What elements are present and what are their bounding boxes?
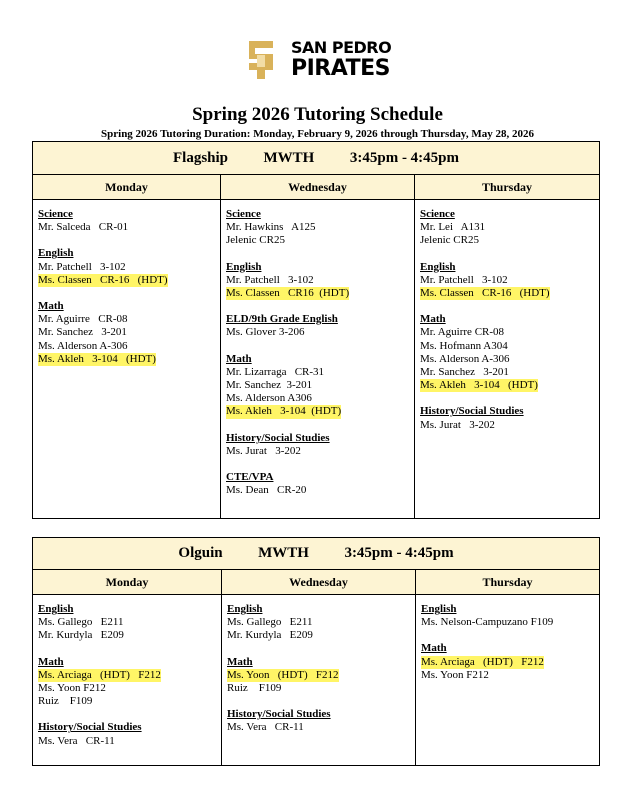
sp-monogram-icon — [243, 37, 279, 83]
tutor-entry-text: Ms. Alderson A-306 — [38, 339, 128, 352]
tutor-entry-text: Mr. Aguirre CR-08 — [420, 326, 505, 339]
tutor-entry-highlighted: Ms. Arciaga (HDT) F212 — [421, 655, 544, 668]
logo-line-1: SAN PEDRO — [291, 38, 392, 57]
subject-title: History/Social Studies — [38, 721, 142, 734]
subject-section — [226, 432, 410, 458]
tutor-entry — [420, 221, 595, 234]
tutor-entry — [227, 616, 411, 629]
tutor-entry-text: Ms. Yoon F212 — [421, 668, 489, 681]
day-cell-wednesday — [222, 595, 416, 766]
tutor-entry — [227, 721, 411, 734]
subject-title: English — [38, 603, 74, 615]
day-cell-wednesday — [221, 200, 415, 519]
day-header-monday: Monday — [33, 570, 222, 595]
tutor-entry — [420, 274, 595, 287]
subject-title: Math — [421, 642, 447, 655]
subject-section — [420, 261, 595, 301]
tutor-entry — [420, 419, 595, 432]
page-title: Spring 2026 Tutoring Schedule — [192, 104, 443, 125]
tutor-entry-text: Mr. Patchell 3-102 — [420, 273, 508, 286]
page-subtitle: Spring 2026 Tutoring Duration: Monday, February 9, 2026 through Thursday, May 28, 2026 — [101, 128, 534, 140]
subject-title: Math — [38, 655, 64, 668]
subject-section — [226, 313, 410, 339]
tutor-entry — [226, 405, 410, 418]
subject-title: English — [38, 247, 74, 260]
subject-title: English — [420, 260, 456, 273]
subject-title: Math — [227, 655, 253, 668]
subject-title: English — [226, 260, 262, 273]
subject-title: English — [227, 603, 263, 615]
tutor-entry-text: Ms. Vera CR-11 — [38, 734, 115, 747]
tutor-entry-highlighted: Ms. Akleh 3-104 (HDT) — [38, 352, 156, 365]
tutor-entry-text: Mr. Sanchez 3-201 — [38, 326, 127, 339]
tutor-entry — [38, 616, 217, 629]
tutor-entry-highlighted: Ms. Yoon (HDT) F212 — [227, 668, 339, 681]
tutor-entry — [38, 735, 217, 748]
tutor-entry-text: Ms. Vera CR-11 — [227, 721, 304, 734]
tutor-entry — [38, 340, 216, 353]
tutor-entry — [420, 234, 595, 247]
tutor-entry-text: Mr. Kurdyla E209 — [227, 629, 313, 642]
tutor-entry — [227, 629, 411, 642]
tutor-entry-highlighted: Ms. Classen CR-16 (HDT) — [420, 287, 550, 300]
subject-title: Math — [420, 313, 446, 326]
tutor-entry — [227, 682, 411, 695]
flagship-schedule-table — [32, 141, 600, 519]
days-code: MWTH — [263, 149, 315, 166]
tutor-entry — [226, 326, 410, 339]
tutor-entry — [421, 616, 595, 629]
day-cell-thursday — [416, 595, 600, 766]
subject-section — [38, 721, 217, 747]
tutor-entry-text: Mr. Hawkins A125 — [226, 221, 316, 234]
subject-section — [421, 642, 595, 682]
session-time: 3:45pm - 4:45pm — [349, 149, 460, 166]
day-header-wednesday: Wednesday — [221, 175, 415, 200]
subject-section — [38, 208, 216, 234]
subject-title: Math — [226, 352, 252, 365]
tutor-entry-highlighted: Ms. Akleh 3-104 (HDT) — [226, 405, 342, 418]
subject-section — [226, 471, 410, 497]
tutor-entry-text: Mr. Lei A131 — [420, 221, 486, 234]
subject-title: CTE/VPA — [226, 471, 274, 484]
tutor-entry-text: Ms. Jurat 3-202 — [226, 444, 301, 457]
subject-title: History/Social Studies — [227, 708, 331, 721]
tutor-entry — [38, 221, 216, 234]
session-time: 3:45pm - 4:45pm — [344, 545, 454, 561]
subject-title: Science — [38, 208, 73, 220]
subject-section — [227, 708, 411, 734]
subject-section — [420, 405, 595, 431]
subject-section — [420, 208, 595, 248]
tutor-entry — [420, 287, 595, 300]
tutor-entry-text: Mr. Kurdyla E209 — [38, 629, 124, 642]
subject-section — [227, 603, 411, 643]
tutor-entry-text: Ms. Glover 3-206 — [226, 326, 305, 339]
tutor-entry — [226, 287, 410, 300]
tutor-entry-text: Ms. Gallego E211 — [38, 616, 124, 629]
tutor-entry-text: Ms. Nelson-Campuzano F109 — [421, 616, 554, 629]
day-header-wednesday: Wednesday — [222, 570, 416, 595]
tutor-entry — [38, 669, 217, 682]
site-name: Flagship — [172, 149, 229, 166]
tutor-entry-text: Mr. Patchell 3-102 — [38, 260, 126, 273]
school-logo — [243, 36, 403, 84]
tutor-entry — [38, 313, 216, 326]
subject-title: History/Social Studies — [420, 405, 524, 418]
tutor-entry-text: Ms. Jurat 3-202 — [420, 418, 495, 431]
tutor-entry — [226, 234, 410, 247]
tutor-entry — [226, 379, 410, 392]
tutor-entry-text: Ruiz F109 — [38, 695, 93, 708]
day-header-thursday: Thursday — [416, 570, 600, 595]
table-header — [33, 142, 600, 175]
tutor-entry-highlighted: Ms. Akleh 3-104 (HDT) — [420, 379, 538, 392]
tutor-entry-text: Jelenic CR25 — [420, 234, 479, 247]
tutor-entry — [38, 629, 217, 642]
tutor-entry — [226, 274, 410, 287]
tutor-entry — [38, 261, 216, 274]
days-code: MWTH — [258, 545, 309, 561]
tutor-entry — [38, 695, 217, 708]
subject-title: Science — [226, 208, 261, 220]
olguin-schedule-table — [32, 537, 600, 766]
tutor-entry — [226, 392, 410, 405]
day-cell-thursday — [415, 200, 600, 519]
tutor-entry-text: Mr. Patchell 3-102 — [226, 273, 314, 286]
tutor-entry — [226, 221, 410, 234]
subject-title: ELD/9th Grade English — [226, 313, 338, 326]
subject-title: Science — [420, 208, 455, 220]
tutor-entry-text: Ms. Gallego E211 — [227, 616, 313, 629]
subject-section — [226, 208, 410, 248]
subject-section — [420, 313, 595, 392]
tutor-entry — [38, 353, 216, 366]
tutor-entry — [38, 682, 217, 695]
tutor-entry-highlighted: Ms. Classen CR-16 (HDT) — [38, 273, 168, 286]
subject-section — [421, 603, 595, 629]
tutor-entry — [421, 669, 595, 682]
subject-section — [38, 300, 216, 366]
day-cell-monday — [33, 595, 222, 766]
tutor-entry — [38, 274, 216, 287]
tutor-entry-text: Mr. Sanchez 3-201 — [226, 379, 313, 392]
tutor-entry — [226, 445, 410, 458]
tutor-entry-text: Mr. Sanchez 3-201 — [420, 366, 509, 379]
day-cell-monday — [33, 200, 221, 519]
tutor-entry — [421, 656, 595, 669]
tutor-entry — [420, 366, 595, 379]
subject-section — [38, 603, 217, 643]
day-header-monday: Monday — [33, 175, 221, 200]
tutor-entry — [38, 326, 216, 339]
tutor-entry-text: Jelenic CR25 — [226, 234, 285, 247]
subject-section — [226, 353, 410, 419]
tutor-entry-text: Ms. Yoon F212 — [38, 682, 106, 695]
tutor-entry — [226, 484, 410, 497]
subject-section — [227, 656, 411, 696]
tutor-entry-text: Ms. Hofmann A304 — [420, 339, 508, 352]
subject-section — [38, 656, 217, 709]
tutor-entry-text: Mr. Aguirre CR-08 — [38, 313, 128, 326]
tutor-entry — [420, 353, 595, 366]
tutor-entry — [420, 340, 595, 353]
tutor-entry — [227, 669, 411, 682]
tutor-entry-text: Ms. Dean CR-20 — [226, 484, 307, 497]
tutor-entry — [420, 326, 595, 339]
tutor-entry-highlighted: Ms. Classen CR16 (HDT) — [226, 287, 350, 300]
tutor-entry — [420, 379, 595, 392]
site-name: Olguin — [178, 545, 223, 561]
tutor-entry-text: Ruiz F109 — [227, 682, 282, 695]
tutor-entry-text: Ms. Alderson A306 — [226, 392, 312, 405]
logo-wordmark — [291, 40, 391, 80]
day-header-thursday: Thursday — [415, 175, 600, 200]
tutor-entry-text: Ms. Alderson A-306 — [420, 352, 510, 365]
tutor-entry — [226, 366, 410, 379]
subject-title: English — [421, 603, 457, 615]
subject-title: Math — [38, 300, 64, 313]
subject-section — [226, 261, 410, 301]
subject-title: History/Social Studies — [226, 431, 330, 444]
tutor-entry-text: Mr. Salceda CR-01 — [38, 221, 129, 234]
tutor-entry-text: Mr. Lizarraga CR-31 — [226, 365, 325, 378]
subject-section — [38, 247, 216, 287]
tutor-entry-highlighted: Ms. Arciaga (HDT) F212 — [38, 668, 161, 681]
logo-line-2: PIRATES — [291, 56, 390, 81]
table-header — [33, 538, 600, 570]
